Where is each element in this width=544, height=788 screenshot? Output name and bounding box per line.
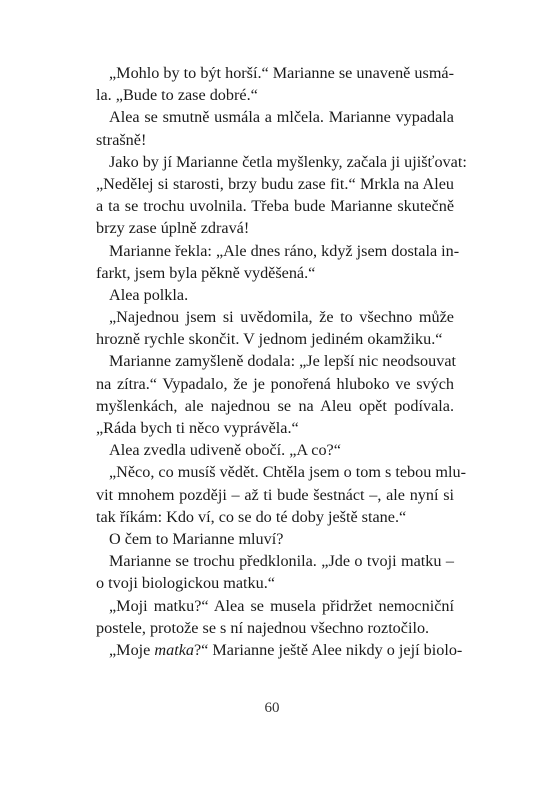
text-line: strašně! bbox=[96, 130, 147, 149]
text-line: farkt, jsem byla pěkně vyděšená.“ bbox=[96, 263, 316, 282]
final-line-start: „Moje bbox=[109, 640, 155, 659]
text-line: Alea se smutně usmála a mlčela. Marianne vypadala bbox=[109, 108, 454, 127]
final-line-italic-word: matka bbox=[154, 640, 194, 659]
text-line-final bbox=[96, 639, 463, 661]
text-line: „Mohlo by to být horší.“ Marianne se unaveně usmá- bbox=[109, 64, 454, 82]
text-line: „Nedělej si starosti, brzy budu zase fit.“ Mrkla na Aleu bbox=[96, 174, 454, 193]
final-line-end: ?“ Marianne ještě Alee nikdy o její biolo- bbox=[193, 640, 463, 659]
text-line: postele, protože se s ní najednou všechno roztočilo. bbox=[96, 618, 430, 637]
text-line: Marianne zamyšleně dodala: „Je lepší nic neodsouvat bbox=[109, 352, 457, 371]
text-line: vit mnohem později – až ti bude šestnáct –, ale nyní si bbox=[96, 485, 454, 504]
text-line: Marianne se trochu předklonila. „Jde o tvoji matku – bbox=[109, 552, 454, 571]
text-line: hrozně rychle skončit. V jednom jediném okamžiku.“ bbox=[96, 330, 443, 349]
text-line: O čem to Marianne mluví? bbox=[109, 529, 284, 548]
text-line: Jako by jí Marianne četla myšlenky, začala ji ujišťovat: bbox=[109, 152, 467, 171]
text-line: la. „Bude to zase dobré.“ bbox=[96, 86, 258, 105]
text-line: na zítra.“ Vypadalo, že je ponořená hluboko ve svých bbox=[96, 374, 454, 393]
page-body-text bbox=[96, 62, 467, 661]
text-line: o tvoji biologickou matku.“ bbox=[96, 574, 275, 593]
text-line: Marianne řekla: „Ale dnes ráno, když jsem dostala in- bbox=[109, 241, 460, 260]
text-line: Alea polkla. bbox=[109, 285, 189, 304]
text-line: a ta se trochu uvolnila. Třeba bude Marianne skutečně bbox=[96, 197, 454, 216]
text-line: „Moji matku?“ Alea se musela přidržet nemocniční bbox=[109, 596, 454, 615]
text-line: „Ráda bych ti něco vyprávěla.“ bbox=[96, 419, 299, 437]
page-number: 60 bbox=[264, 700, 280, 716]
text-line: „Něco, co musíš vědět. Chtěla jsem o tom s tebou mlu- bbox=[109, 463, 466, 482]
text-line: brzy zase úplně zdravá! bbox=[96, 219, 250, 238]
text-line: „Najednou jsem si uvědomila, že to všechno může bbox=[109, 308, 454, 327]
text-line: tak říkám: Kdo ví, co se do té doby ještě stane.“ bbox=[96, 507, 407, 526]
text-line: Alea zvedla udiveně obočí. „A co?“ bbox=[109, 441, 341, 460]
text-line: myšlenkách, ale najednou se na Aleu opět podívala. bbox=[96, 396, 454, 415]
